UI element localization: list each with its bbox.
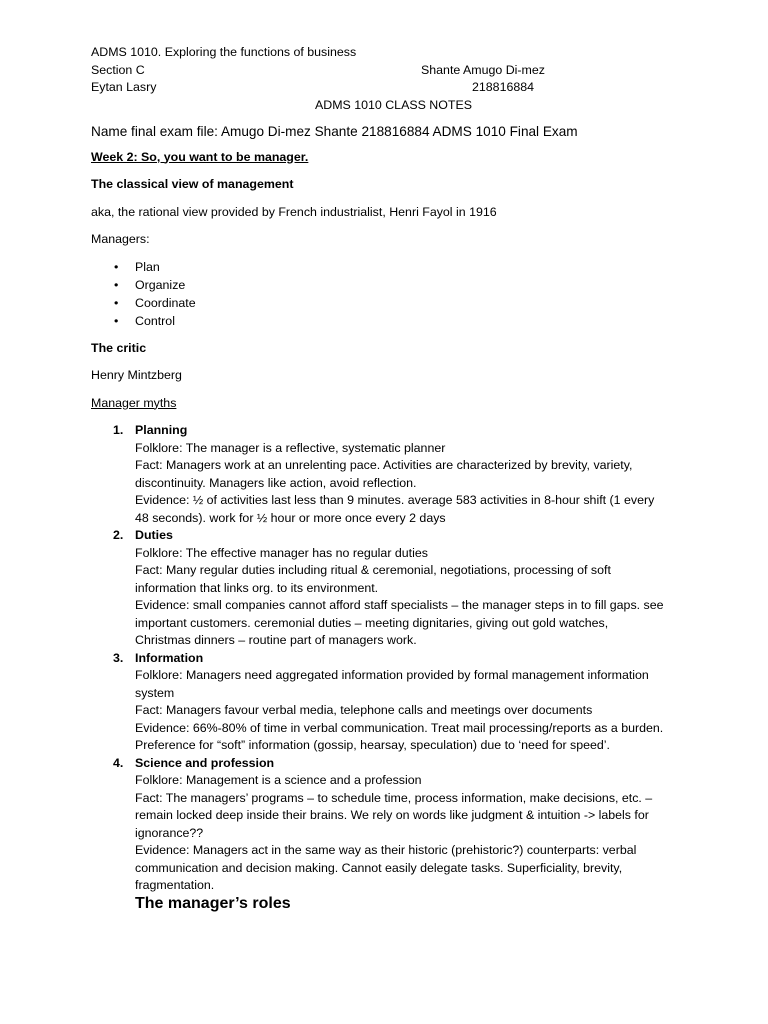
classical-text: aka, the rational view provided by French industrialist, Henri Fayol in 1916 [91,204,497,219]
myth-title: Duties [135,528,173,542]
myths-heading: Manager myths [91,395,177,410]
bullet-icon: • [114,277,119,292]
myth-line: information that links org. to its environment. [135,580,379,595]
myth-line: Fact: The managers’ programs – to schedule time, process information, make decisions, etc. – [135,790,653,805]
managers-label: Managers: [91,232,150,246]
student-number: 218816884 [472,80,535,94]
myth-line: Folklore: Managers need aggregated information provided by formal management information [135,668,649,682]
myth-item-duties [91,527,708,650]
myth-line: Evidence: 66%-80% of time in verbal communication. Treat mail processing/reports as a burden. [135,720,664,735]
list-item: • Plan [114,259,160,274]
myth-line: Folklore: The manager is a reflective, systematic planner [135,440,446,455]
section-row [91,62,708,80]
manager-functions-list [91,258,708,330]
myth-line: fragmentation. [135,878,215,892]
notes-title: ADMS 1010 CLASS NOTES [314,97,472,112]
list-item: • Coordinate [114,295,196,310]
myth-line: communication and decision making. Cannot easily delegate tasks. Superficiality, brevity, [135,860,623,875]
critic-name: Henry Mintzberg [91,368,182,382]
myth-item-information [91,650,708,755]
myth-title: Information [135,650,204,665]
myth-number: 1. [113,423,124,437]
list-item: • Control [114,313,175,328]
instructor-name: Eytan Lasry [91,80,157,94]
myth-item-planning [91,422,708,527]
myth-title: Planning [135,423,188,437]
myth-line: Fact: Managers favour verbal media, telephone calls and meetings over documents [135,703,593,717]
myth-line: system [135,685,175,700]
myth-line: Christmas dinners – routine part of managers work. [135,633,417,647]
instructor-row [91,79,708,97]
myth-number: 2. [113,528,124,542]
myth-line: Evidence: ½ of activities last less than 9 minutes. average 583 activities in 8-hour shift (1 every [135,493,655,507]
section-label: Section C [91,62,145,77]
myth-item-science-profession [91,755,708,895]
bullet-icon: • [114,313,119,328]
myth-line: important customers. ceremonial duties – meeting dignitaries, giving out gold watches, [135,615,609,630]
myth-line: remain locked deep inside their brains. We rely on words like judgment & intuition -> labels for [135,808,649,822]
myth-number: 3. [113,650,124,665]
exam-file-name: Name final exam file: Amugo Di-mez Shante 218816884 ADMS 1010 Final Exam [91,124,578,139]
roles-heading: The manager’s roles [135,894,291,912]
bullet-icon: • [114,295,119,310]
myth-line: Folklore: Management is a science and a profession [135,773,422,787]
myth-line: Evidence: small companies cannot afford staff specialists – the manager steps in to fill gaps. see [135,598,664,612]
classical-heading: The classical view of management [91,177,294,191]
myth-title: Science and profession [135,755,275,770]
bullet-icon: • [114,259,119,274]
course-line: ADMS 1010. Exploring the functions of business [91,45,357,59]
list-item: • Organize [114,277,186,292]
week-heading: Week 2: So, you want to be manager. [91,149,309,164]
myth-line: 48 seconds). work for ½ hour or more once every 2 days [135,510,446,525]
myth-line: Preference for “soft” information (gossip, hearsay, speculation) due to ‘need for speed’. [135,738,610,752]
myth-line: discontinuity. Managers like action, avoid reflection. [135,475,417,490]
critic-heading: The critic [91,340,147,355]
student-name: Shante Amugo Di-mez [421,62,545,77]
myth-line: Evidence: Managers act in the same way as their historic (prehistoric?) counterparts: verbal [135,843,637,857]
myth-number: 4. [113,755,124,770]
myth-line: Fact: Many regular duties including ritual & ceremonial, negotiations, processing of soft [135,563,611,577]
myth-line: Fact: Managers work at an unrelenting pace. Activities are characterized by brevity, variety, [135,458,633,472]
myths-list [91,422,708,913]
myth-line: ignorance?? [135,825,204,840]
myth-line: Folklore: The effective manager has no regular duties [135,545,428,560]
